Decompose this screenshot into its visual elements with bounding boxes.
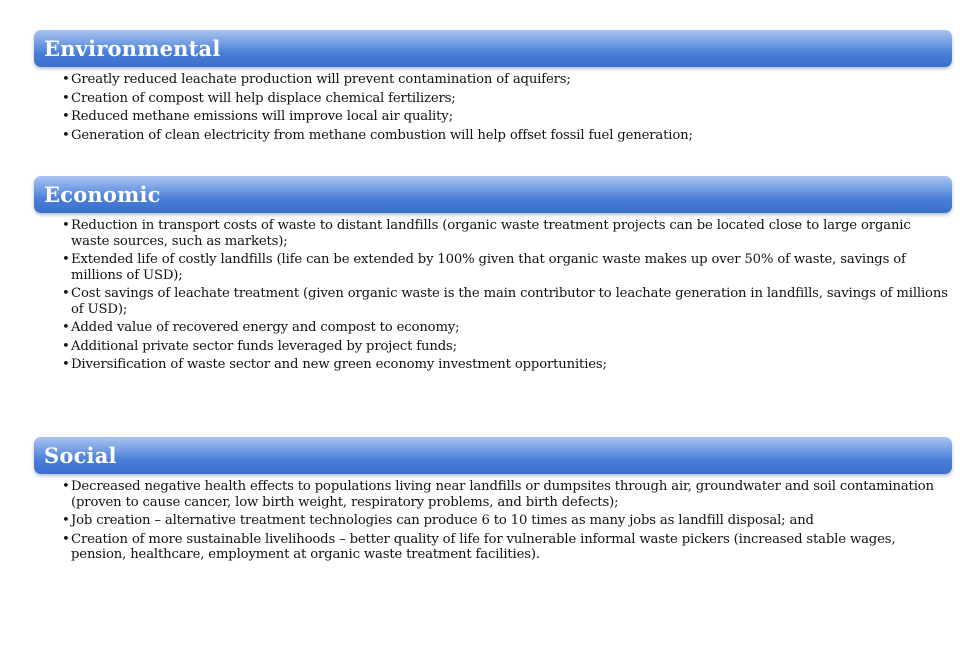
section-title-environmental: Environmental: [44, 36, 221, 61]
list-item: • Greatly reduced leachate production will prevent contamination of aquifers;: [62, 72, 952, 88]
section-economic: [34, 176, 952, 376]
list-item: • Decreased negative health effects to populations living near landfills or dumpsites through air, groundwater and soil contamination (proven to cause cancer, low birth weight, respiratory problems, and birth defects);: [62, 479, 952, 510]
section-header-economic: [34, 176, 952, 213]
section-environmental: [34, 30, 952, 146]
list-item: • Creation of more sustainable livelihoods – better quality of life for vulnerable informal waste pickers (increased stable wages, pension, healthcare, employment at organic waste treatment facilities).: [62, 532, 952, 563]
section-header-social: [34, 437, 952, 474]
bullet-list-economic: [34, 218, 952, 373]
list-item: • Job creation – alternative treatment technologies can produce 6 to 10 times as many jobs as landfill disposal; and: [62, 513, 952, 529]
list-item: • Additional private sector funds leveraged by project funds;: [62, 339, 952, 355]
bullet-list-environmental: [34, 72, 952, 143]
list-item: • Extended life of costly landfills (life can be extended by 100% given that organic waste makes up over 50% of waste, savings of millions of USD);: [62, 252, 952, 283]
section-title-economic: Economic: [44, 182, 161, 207]
list-item: • Generation of clean electricity from methane combustion will help offset fossil fuel generation;: [62, 128, 952, 144]
list-item: • Creation of compost will help displace chemical fertilizers;: [62, 91, 952, 107]
bullet-list-social: [34, 479, 952, 563]
list-item: • Diversification of waste sector and new green economy investment opportunities;: [62, 357, 952, 373]
list-item: • Reduction in transport costs of waste to distant landfills (organic waste treatment projects can be located close to large organic waste sources, such as markets);: [62, 218, 952, 249]
section-social: [34, 437, 952, 566]
list-item: • Added value of recovered energy and compost to economy;: [62, 320, 952, 336]
list-item: • Cost savings of leachate treatment (given organic waste is the main contributor to leachate generation in landfills, savings of millions of USD);: [62, 286, 952, 317]
section-title-social: Social: [44, 443, 117, 468]
list-item: • Reduced methane emissions will improve local air quality;: [62, 109, 952, 125]
section-header-environmental: [34, 30, 952, 67]
